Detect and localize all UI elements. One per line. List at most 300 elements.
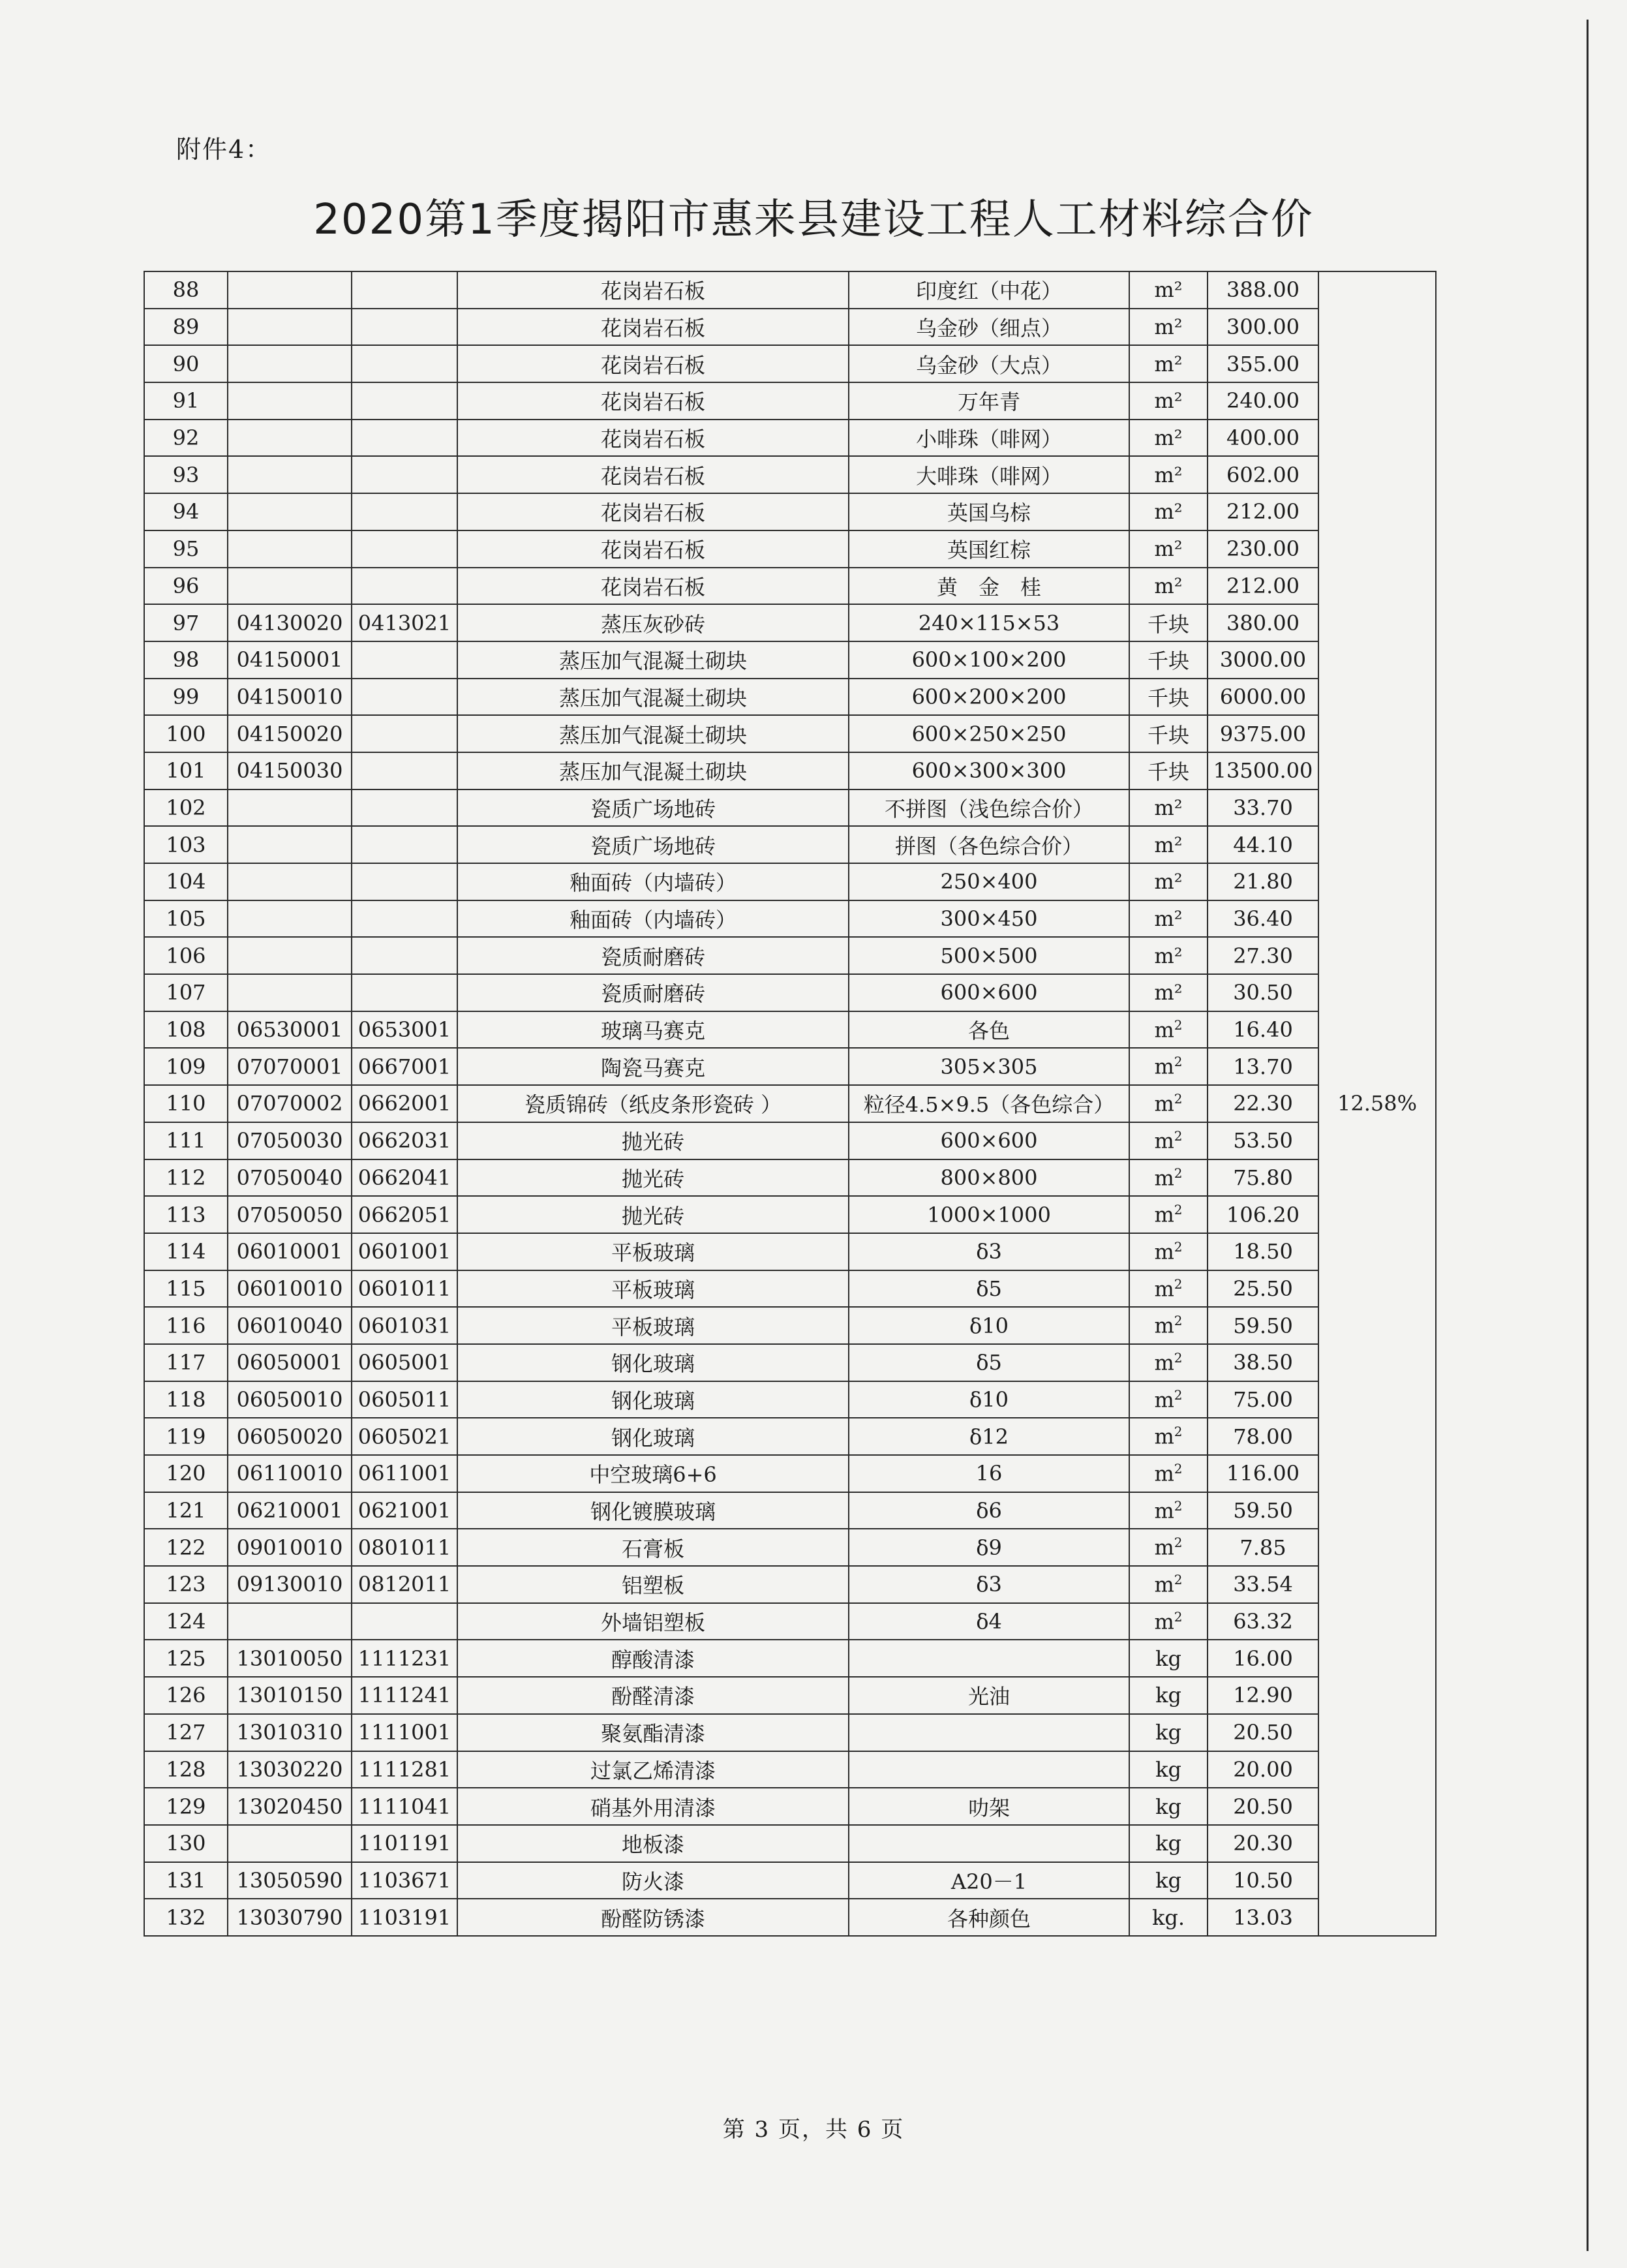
quota-code-cell: 0812011 <box>352 1566 457 1603</box>
material-spec-cell: A20－1 <box>849 1862 1129 1899</box>
material-code-cell <box>228 382 352 420</box>
table-row <box>144 789 1436 827</box>
material-spec-cell: 300×450 <box>849 900 1129 938</box>
material-name-cell: 瓷质耐磨砖 <box>457 974 849 1011</box>
material-name-cell: 蒸压加气混凝土砌块 <box>457 715 849 752</box>
unit-price-cell: 10.50 <box>1208 1862 1318 1899</box>
unit-cell: m² <box>1129 382 1208 420</box>
material-code-cell <box>228 789 352 827</box>
unit-cell: kg <box>1129 1714 1208 1751</box>
material-spec-cell: 粒径4.5×9.5（各色综合） <box>849 1085 1129 1122</box>
unit-price-cell: 116.00 <box>1208 1455 1318 1492</box>
material-code-cell <box>228 456 352 493</box>
unit-cell: $m^2$ <box>1129 1418 1208 1455</box>
material-code-cell: 13020450 <box>228 1788 352 1825</box>
material-code-cell: 04150020 <box>228 715 352 752</box>
row-number-cell: 131 <box>144 1862 228 1899</box>
material-name-cell: 中空玻璃6+6 <box>457 1455 849 1492</box>
unit-cell: 千块 <box>1129 752 1208 789</box>
unit-cell: kg <box>1129 1862 1208 1899</box>
unit-cell: $m^2$ <box>1129 1492 1208 1529</box>
material-code-cell: 13030790 <box>228 1899 352 1936</box>
unit-price-cell: 9375.00 <box>1208 715 1318 752</box>
material-code-cell: 13050590 <box>228 1862 352 1899</box>
row-number-cell: 125 <box>144 1640 228 1677</box>
unit-price-cell: 13500.00 <box>1208 752 1318 789</box>
unit-price-cell: 20.50 <box>1208 1788 1318 1825</box>
table-row <box>144 345 1436 382</box>
page-title: 2020第1季度揭阳市惠来县建设工程人工材料综合价 <box>313 196 1314 244</box>
row-number-cell: 92 <box>144 420 228 457</box>
unit-cell: kg <box>1129 1677 1208 1714</box>
unit-price-cell: 63.32 <box>1208 1603 1318 1640</box>
row-number-cell: 118 <box>144 1381 228 1418</box>
material-name-cell: 平板玻璃 <box>457 1233 849 1270</box>
material-code-cell: 06050020 <box>228 1418 352 1455</box>
unit-price-cell: 75.00 <box>1208 1381 1318 1418</box>
quota-code-cell <box>352 456 457 493</box>
row-number-cell: 101 <box>144 752 228 789</box>
unit-cell: m² <box>1129 937 1208 974</box>
material-name-cell: 花岗岩石板 <box>457 568 849 605</box>
quota-code-cell: 1101191 <box>352 1825 457 1862</box>
quota-code-cell: 1111231 <box>352 1640 457 1677</box>
row-number-cell: 120 <box>144 1455 228 1492</box>
material-code-cell <box>228 530 352 568</box>
row-number-cell: 108 <box>144 1011 228 1049</box>
quota-code-cell: 0621001 <box>352 1492 457 1529</box>
material-code-cell <box>228 271 352 309</box>
quota-code-cell <box>352 641 457 679</box>
quota-code-cell: 1111041 <box>352 1788 457 1825</box>
row-number-cell: 104 <box>144 863 228 900</box>
quota-code-cell: 1111241 <box>352 1677 457 1714</box>
quota-code-cell <box>352 271 457 309</box>
unit-cell: m² <box>1129 530 1208 568</box>
quota-code-cell <box>352 530 457 568</box>
material-spec-cell: 600×600 <box>849 1122 1129 1159</box>
unit-price-cell: 602.00 <box>1208 456 1318 493</box>
material-name-cell: 陶瓷马赛克 <box>457 1048 849 1085</box>
table-row <box>144 900 1436 938</box>
table-row <box>144 1418 1436 1455</box>
table-row <box>144 752 1436 789</box>
unit-price-cell: 106.20 <box>1208 1196 1318 1233</box>
material-name-cell: 花岗岩石板 <box>457 456 849 493</box>
unit-price-cell: 355.00 <box>1208 345 1318 382</box>
unit-price-cell: 240.00 <box>1208 382 1318 420</box>
table-row <box>144 1011 1436 1049</box>
table-body <box>144 271 1436 1936</box>
material-name-cell: 钢化玻璃 <box>457 1381 849 1418</box>
unit-price-cell: 212.00 <box>1208 493 1318 530</box>
table-row <box>144 1344 1436 1381</box>
material-code-cell: 13010150 <box>228 1677 352 1714</box>
material-code-cell: 07070002 <box>228 1085 352 1122</box>
table-row <box>144 1307 1436 1344</box>
unit-price-cell: 13.03 <box>1208 1899 1318 1936</box>
material-spec-cell: 800×800 <box>849 1159 1129 1197</box>
material-name-cell: 蒸压加气混凝土砌块 <box>457 679 849 716</box>
material-name-cell: 平板玻璃 <box>457 1307 849 1344</box>
material-code-cell: 07050030 <box>228 1122 352 1159</box>
unit-price-cell: 36.40 <box>1208 900 1318 938</box>
table-row <box>144 641 1436 679</box>
material-name-cell: 花岗岩石板 <box>457 382 849 420</box>
row-number-cell: 105 <box>144 900 228 938</box>
row-number-cell: 88 <box>144 271 228 309</box>
unit-price-cell: 16.00 <box>1208 1640 1318 1677</box>
unit-cell: $m^2$ <box>1129 1011 1208 1049</box>
page-edge-line <box>1587 20 1589 2251</box>
unit-price-cell: 53.50 <box>1208 1122 1318 1159</box>
quota-code-cell <box>352 789 457 827</box>
material-code-cell: 04150030 <box>228 752 352 789</box>
unit-cell: $m^2$ <box>1129 1603 1208 1640</box>
material-spec-cell: 各色 <box>849 1011 1129 1049</box>
material-code-cell: 06050001 <box>228 1344 352 1381</box>
material-spec-cell: δ3 <box>849 1566 1129 1603</box>
quota-code-cell <box>352 679 457 716</box>
material-code-cell <box>228 826 352 863</box>
unit-cell: m² <box>1129 456 1208 493</box>
material-name-cell: 抛光砖 <box>457 1122 849 1159</box>
material-spec-cell: 500×500 <box>849 937 1129 974</box>
row-number-cell: 98 <box>144 641 228 679</box>
material-spec-cell: δ10 <box>849 1307 1129 1344</box>
material-spec-cell: δ5 <box>849 1270 1129 1308</box>
material-code-cell: 04150010 <box>228 679 352 716</box>
quota-code-cell <box>352 937 457 974</box>
row-number-cell: 102 <box>144 789 228 827</box>
unit-cell: kg <box>1129 1640 1208 1677</box>
material-spec-cell: δ6 <box>849 1492 1129 1529</box>
unit-cell: kg <box>1129 1788 1208 1825</box>
quota-code-cell: 0653001 <box>352 1011 457 1049</box>
row-number-cell: 97 <box>144 604 228 641</box>
material-spec-cell: 光油 <box>849 1677 1129 1714</box>
quota-code-cell: 0667001 <box>352 1048 457 1085</box>
row-number-cell: 115 <box>144 1270 228 1308</box>
unit-price-cell: 22.30 <box>1208 1085 1318 1122</box>
material-name-cell: 硝基外用清漆 <box>457 1788 849 1825</box>
unit-cell: 千块 <box>1129 641 1208 679</box>
row-number-cell: 106 <box>144 937 228 974</box>
unit-cell: 千块 <box>1129 715 1208 752</box>
row-number-cell: 132 <box>144 1899 228 1936</box>
material-name-cell: 抛光砖 <box>457 1159 849 1197</box>
material-spec-cell: 600×100×200 <box>849 641 1129 679</box>
unit-cell: $m^2$ <box>1129 1085 1208 1122</box>
attachment-label: 附件4： <box>176 135 272 164</box>
unit-price-cell: 400.00 <box>1208 420 1318 457</box>
material-name-cell: 钢化镀膜玻璃 <box>457 1492 849 1529</box>
row-number-cell: 91 <box>144 382 228 420</box>
material-name-cell: 釉面砖（内墙砖） <box>457 900 849 938</box>
page-footer: 第 3 页，共 6 页 <box>722 2117 905 2143</box>
material-spec-cell <box>849 1751 1129 1788</box>
quota-code-cell: 0601001 <box>352 1233 457 1270</box>
material-code-cell <box>228 900 352 938</box>
quota-code-cell: 1103191 <box>352 1899 457 1936</box>
unit-price-cell: 13.70 <box>1208 1048 1318 1085</box>
unit-price-cell: 59.50 <box>1208 1492 1318 1529</box>
table-row <box>144 604 1436 641</box>
material-code-cell: 09010010 <box>228 1529 352 1566</box>
quota-code-cell: 0413021 <box>352 604 457 641</box>
table-row <box>144 1159 1436 1197</box>
unit-price-cell: 7.85 <box>1208 1529 1318 1566</box>
material-code-cell: 13010310 <box>228 1714 352 1751</box>
unit-cell: m² <box>1129 826 1208 863</box>
table-row <box>144 1862 1436 1899</box>
unit-cell: m² <box>1129 271 1208 309</box>
material-name-cell: 酚醛防锈漆 <box>457 1899 849 1936</box>
unit-cell: $m^2$ <box>1129 1233 1208 1270</box>
table-row <box>144 456 1436 493</box>
unit-cell: 千块 <box>1129 679 1208 716</box>
table-row <box>144 271 1436 309</box>
quota-code-cell <box>352 715 457 752</box>
row-number-cell: 100 <box>144 715 228 752</box>
material-spec-cell: 英国红棕 <box>849 530 1129 568</box>
quota-code-cell <box>352 1603 457 1640</box>
unit-cell: m² <box>1129 309 1208 346</box>
unit-cell: $m^2$ <box>1129 1270 1208 1308</box>
table-row <box>144 1714 1436 1751</box>
quota-code-cell <box>352 752 457 789</box>
row-number-cell: 107 <box>144 974 228 1011</box>
material-spec-cell: 黄 金 桂 <box>849 568 1129 605</box>
row-number-cell: 121 <box>144 1492 228 1529</box>
material-spec-cell: 拼图（各色综合价） <box>849 826 1129 863</box>
row-number-cell: 109 <box>144 1048 228 1085</box>
material-name-cell: 釉面砖（内墙砖） <box>457 863 849 900</box>
material-code-cell: 06050010 <box>228 1381 352 1418</box>
row-number-cell: 90 <box>144 345 228 382</box>
quota-code-cell <box>352 826 457 863</box>
unit-price-cell: 78.00 <box>1208 1418 1318 1455</box>
material-code-cell: 13030220 <box>228 1751 352 1788</box>
quota-code-cell <box>352 568 457 605</box>
material-code-cell <box>228 309 352 346</box>
material-name-cell: 外墙铝塑板 <box>457 1603 849 1640</box>
material-spec-cell: 250×400 <box>849 863 1129 900</box>
material-spec-cell: 英国乌棕 <box>849 493 1129 530</box>
row-number-cell: 124 <box>144 1603 228 1640</box>
unit-price-cell: 38.50 <box>1208 1344 1318 1381</box>
material-code-cell: 09130010 <box>228 1566 352 1603</box>
unit-price-cell: 230.00 <box>1208 530 1318 568</box>
quota-code-cell: 0801011 <box>352 1529 457 1566</box>
row-number-cell: 96 <box>144 568 228 605</box>
material-spec-cell: 乌金砂（大点） <box>849 345 1129 382</box>
unit-price-cell: 212.00 <box>1208 568 1318 605</box>
material-name-cell: 酚醛清漆 <box>457 1677 849 1714</box>
material-code-cell <box>228 863 352 900</box>
quota-code-cell: 0605011 <box>352 1381 457 1418</box>
material-code-cell <box>228 937 352 974</box>
material-spec-cell: 600×600 <box>849 974 1129 1011</box>
unit-price-cell: 12.90 <box>1208 1677 1318 1714</box>
row-number-cell: 113 <box>144 1196 228 1233</box>
quota-code-cell: 0605021 <box>352 1418 457 1455</box>
quota-code-cell <box>352 493 457 530</box>
material-spec-cell: 大啡珠（啡网） <box>849 456 1129 493</box>
material-spec-cell <box>849 1640 1129 1677</box>
material-code-cell <box>228 345 352 382</box>
quota-code-cell: 1103671 <box>352 1862 457 1899</box>
unit-cell: $m^2$ <box>1129 1381 1208 1418</box>
table-row <box>144 493 1436 530</box>
quota-code-cell: 1111281 <box>352 1751 457 1788</box>
material-spec-cell: 不拼图（浅色综合价） <box>849 789 1129 827</box>
material-name-cell: 平板玻璃 <box>457 1270 849 1308</box>
quota-code-cell <box>352 863 457 900</box>
row-number-cell: 110 <box>144 1085 228 1122</box>
unit-price-cell: 75.80 <box>1208 1159 1318 1197</box>
material-name-cell: 过氯乙烯清漆 <box>457 1751 849 1788</box>
quota-code-cell: 0611001 <box>352 1455 457 1492</box>
material-code-cell: 06010010 <box>228 1270 352 1308</box>
table-row <box>144 1640 1436 1677</box>
material-spec-cell: 印度红（中花） <box>849 271 1129 309</box>
material-spec-cell: δ10 <box>849 1381 1129 1418</box>
unit-price-cell: 44.10 <box>1208 826 1318 863</box>
material-spec-cell: δ5 <box>849 1344 1129 1381</box>
quota-code-cell: 0605001 <box>352 1344 457 1381</box>
unit-cell: 千块 <box>1129 604 1208 641</box>
material-name-cell: 玻璃马赛克 <box>457 1011 849 1049</box>
table-row <box>144 826 1436 863</box>
material-code-cell <box>228 1825 352 1862</box>
material-code-cell: 07070001 <box>228 1048 352 1085</box>
unit-price-cell: 33.54 <box>1208 1566 1318 1603</box>
quota-code-cell: 0601031 <box>352 1307 457 1344</box>
row-number-cell: 89 <box>144 309 228 346</box>
quota-code-cell <box>352 420 457 457</box>
material-spec-cell: δ4 <box>849 1603 1129 1640</box>
row-number-cell: 94 <box>144 493 228 530</box>
table-row <box>144 530 1436 568</box>
row-number-cell: 93 <box>144 456 228 493</box>
price-table <box>144 271 1437 1937</box>
material-code-cell: 06110010 <box>228 1455 352 1492</box>
unit-price-cell: 380.00 <box>1208 604 1318 641</box>
unit-price-cell: 20.30 <box>1208 1825 1318 1862</box>
table-row <box>144 1751 1436 1788</box>
unit-price-cell: 20.00 <box>1208 1751 1318 1788</box>
quota-code-cell: 0662041 <box>352 1159 457 1197</box>
material-name-cell: 花岗岩石板 <box>457 271 849 309</box>
material-name-cell: 蒸压灰砂砖 <box>457 604 849 641</box>
material-name-cell: 花岗岩石板 <box>457 493 849 530</box>
unit-cell: kg <box>1129 1825 1208 1862</box>
material-spec-cell: δ12 <box>849 1418 1129 1455</box>
unit-cell: m² <box>1129 568 1208 605</box>
table-row <box>144 937 1436 974</box>
material-spec-cell: 16 <box>849 1455 1129 1492</box>
table-row <box>144 1492 1436 1529</box>
material-code-cell <box>228 974 352 1011</box>
row-number-cell: 112 <box>144 1159 228 1197</box>
table-row <box>144 1048 1436 1085</box>
unit-cell: $m^2$ <box>1129 1307 1208 1344</box>
material-spec-cell <box>849 1825 1129 1862</box>
row-number-cell: 116 <box>144 1307 228 1344</box>
row-number-cell: 126 <box>144 1677 228 1714</box>
unit-cell: m² <box>1129 345 1208 382</box>
material-name-cell: 石膏板 <box>457 1529 849 1566</box>
material-spec-cell: 600×300×300 <box>849 752 1129 789</box>
table-row <box>144 1677 1436 1714</box>
row-number-cell: 119 <box>144 1418 228 1455</box>
table-row <box>144 715 1436 752</box>
material-spec-cell: 各种颜色 <box>849 1899 1129 1936</box>
unit-cell: $m^2$ <box>1129 1529 1208 1566</box>
unit-price-cell: 30.50 <box>1208 974 1318 1011</box>
material-name-cell: 钢化玻璃 <box>457 1418 849 1455</box>
material-name-cell: 花岗岩石板 <box>457 530 849 568</box>
material-code-cell: 04150001 <box>228 641 352 679</box>
table-row <box>144 568 1436 605</box>
quota-code-cell <box>352 974 457 1011</box>
material-spec-cell: 600×200×200 <box>849 679 1129 716</box>
material-name-cell: 瓷质锦砖（纸皮条形瓷砖 ） <box>457 1085 849 1122</box>
row-number-cell: 111 <box>144 1122 228 1159</box>
material-code-cell <box>228 568 352 605</box>
unit-cell: $m^2$ <box>1129 1048 1208 1085</box>
quota-code-cell: 0662001 <box>352 1085 457 1122</box>
quota-code-cell <box>352 900 457 938</box>
material-name-cell: 蒸压加气混凝土砌块 <box>457 641 849 679</box>
row-number-cell: 130 <box>144 1825 228 1862</box>
unit-cell: $m^2$ <box>1129 1455 1208 1492</box>
row-number-cell: 122 <box>144 1529 228 1566</box>
unit-price-cell: 20.50 <box>1208 1714 1318 1751</box>
material-name-cell: 瓷质耐磨砖 <box>457 937 849 974</box>
table-row <box>144 1196 1436 1233</box>
material-name-cell: 醇酸清漆 <box>457 1640 849 1677</box>
table-row <box>144 1899 1436 1936</box>
material-name-cell: 地板漆 <box>457 1825 849 1862</box>
table-row <box>144 309 1436 346</box>
row-number-cell: 95 <box>144 530 228 568</box>
material-code-cell: 06010001 <box>228 1233 352 1270</box>
unit-price-cell: 388.00 <box>1208 271 1318 309</box>
table-row <box>144 1270 1436 1308</box>
unit-cell: m² <box>1129 420 1208 457</box>
material-name-cell: 花岗岩石板 <box>457 309 849 346</box>
material-spec-cell: 小啡珠（啡网） <box>849 420 1129 457</box>
material-code-cell: 07050040 <box>228 1159 352 1197</box>
row-number-cell: 129 <box>144 1788 228 1825</box>
table-row <box>144 679 1436 716</box>
quota-code-cell <box>352 382 457 420</box>
unit-cell: kg <box>1129 1751 1208 1788</box>
material-name-cell: 花岗岩石板 <box>457 345 849 382</box>
unit-price-cell: 18.50 <box>1208 1233 1318 1270</box>
unit-cell: m² <box>1129 493 1208 530</box>
table-row <box>144 1788 1436 1825</box>
material-spec-cell: δ3 <box>849 1233 1129 1270</box>
material-code-cell: 06530001 <box>228 1011 352 1049</box>
table-row <box>144 1381 1436 1418</box>
material-spec-cell: 1000×1000 <box>849 1196 1129 1233</box>
material-name-cell: 铝塑板 <box>457 1566 849 1603</box>
material-name-cell: 瓷质广场地砖 <box>457 789 849 827</box>
row-number-cell: 127 <box>144 1714 228 1751</box>
